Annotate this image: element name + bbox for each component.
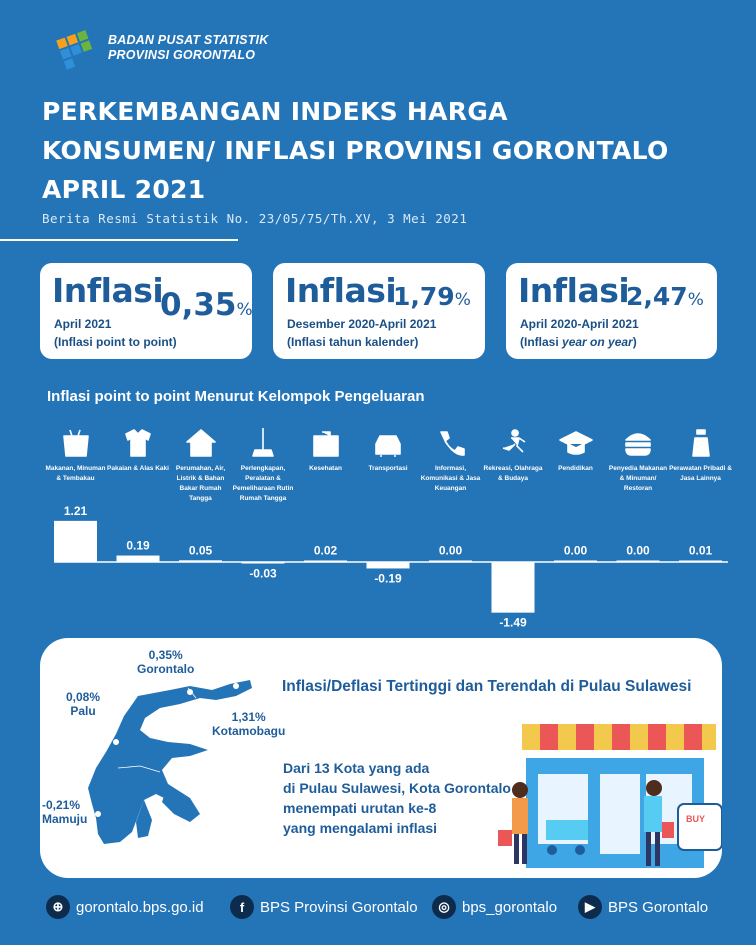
graduation-cap-icon — [558, 426, 594, 458]
group-label: Pakaian & Alas Kaki — [107, 465, 169, 472]
card-word: Inflasi — [285, 271, 397, 310]
group-label: Kesehatan — [309, 465, 342, 472]
expenditure-groups-chart — [40, 424, 740, 634]
city-name: Palu — [70, 704, 96, 718]
card-note: (Inflasi tahun kalender) — [287, 335, 419, 349]
youtube-icon: ▶ — [578, 895, 602, 919]
city-pct: 0,08% — [66, 690, 101, 704]
bar — [54, 521, 97, 562]
instagram-link[interactable]: bps_gorontalo — [462, 898, 558, 916]
burger-icon — [620, 426, 656, 458]
desc-line: menempati urutan ke-8 — [283, 800, 437, 816]
sulawesi-panel — [40, 638, 722, 878]
group-label: Makanan, Minuman & Tembakau — [45, 465, 106, 482]
card-value — [626, 282, 704, 311]
buy-sign-text: BUY — [686, 814, 706, 824]
sulawesi-map — [88, 680, 252, 844]
group-label: Perumahan, Air, Listrik & Bahan Bakar Rumah Tangga — [175, 465, 226, 502]
bar-value-label: 0.00 — [438, 543, 463, 558]
bar-value-label: 0.19 — [126, 538, 150, 553]
org-line1: BADAN PUSAT STATISTIK — [108, 33, 269, 47]
city-kotamobagu — [212, 710, 285, 738]
city-name: Kotamobagu — [212, 724, 286, 738]
card-unit: % — [687, 290, 704, 310]
youtube-link[interactable]: BPS Gorontalo — [608, 898, 709, 916]
bar-value-label: 1.21 — [63, 503, 88, 518]
desc-line: di Pulau Sulawesi, Kota Gorontalo — [283, 780, 511, 796]
footer-instagram[interactable] — [432, 893, 557, 921]
bar-value-label: 0.00 — [563, 543, 588, 558]
inflation-card-ytd — [273, 263, 485, 359]
divider — [0, 239, 238, 241]
instagram-icon: ◎ — [432, 895, 456, 919]
website-link[interactable]: gorontalo.bps.go.id — [76, 898, 204, 916]
card-period: April 2021 — [54, 317, 112, 331]
city-mamuju — [42, 798, 87, 826]
bar-value-label: 0.05 — [188, 543, 213, 558]
bar-value-label: -0.03 — [249, 566, 277, 581]
city-pct: -0,21% — [42, 798, 81, 812]
bar-value-label: 0.00 — [626, 543, 650, 558]
card-period: April 2020-April 2021 — [520, 317, 639, 331]
house-icon — [183, 426, 219, 458]
group-label: Informasi, Komunikasi & Jasa Keuangan — [420, 465, 481, 492]
card-unit: % — [236, 300, 253, 320]
shop-illustration — [498, 724, 722, 868]
car-icon — [370, 426, 406, 458]
group-label: Rekreasi, Olahraga & Budaya — [483, 465, 543, 482]
city-palu — [66, 690, 100, 718]
city-pct: 0,35% — [148, 648, 183, 662]
footer-facebook[interactable] — [230, 893, 418, 921]
group-label: Transportasi — [368, 465, 408, 472]
desc-line: yang mengalami inflasi — [283, 820, 438, 836]
title-line2: KONSUMEN/ INFLASI PROVINSI GORONTALO — [42, 136, 669, 165]
title-line3: APRIL 2021 — [42, 175, 206, 204]
grocery-bag-icon — [58, 426, 94, 458]
org-name — [108, 33, 268, 63]
lotion-bottle-icon — [683, 426, 719, 458]
panel-title: Inflasi/Deflasi Tertinggi dan Terendah di Pulau Sulawesi — [282, 678, 692, 695]
bar-value-label: 0.02 — [313, 543, 338, 558]
desc-line: Dari 13 Kota yang ada — [283, 760, 430, 776]
city-name: Mamuju — [42, 812, 88, 826]
shirt-icon — [120, 426, 156, 458]
inflation-card-yoy — [506, 263, 717, 359]
bar — [367, 562, 410, 568]
bar — [492, 562, 535, 613]
facebook-icon: f — [230, 895, 254, 919]
bar-value-label: -0.19 — [374, 571, 402, 586]
phone-icon — [433, 426, 469, 458]
card-note-prefix: (Inflasi — [520, 335, 563, 349]
globe-icon: ⊕ — [46, 895, 70, 919]
group-label: Pendidikan — [558, 465, 593, 472]
card-number: 1,79 — [393, 282, 455, 311]
footer — [46, 893, 726, 923]
card-note-italic: year on year — [562, 335, 633, 349]
card-number: 2,47 — [626, 282, 688, 311]
bar-value-label: 0.01 — [688, 543, 713, 558]
group-label: Perawatan Pribadi & Jasa Lainnya — [669, 465, 732, 482]
city-name: Gorontalo — [137, 662, 195, 676]
footer-website[interactable] — [46, 893, 204, 921]
card-period: Desember 2020-April 2021 — [287, 317, 437, 331]
card-number: 0,35 — [160, 287, 237, 323]
bps-logo — [52, 26, 102, 70]
org-line2: PROVINSI GORONTALO — [108, 48, 256, 62]
card-word: Inflasi — [52, 271, 164, 310]
bar-value-label: -1.49 — [499, 615, 527, 630]
inflation-card-mtm — [40, 263, 252, 359]
first-aid-icon — [308, 426, 344, 458]
city-pct: 1,31% — [231, 710, 266, 724]
card-word: Inflasi — [518, 271, 630, 310]
group-label: Penyedia Makanan & Minuman/ Restoran — [608, 465, 668, 492]
page-title — [42, 92, 669, 209]
card-note-suffix: ) — [632, 335, 637, 349]
card-note — [520, 335, 637, 349]
card-value — [393, 282, 471, 311]
header — [52, 26, 268, 70]
panel-description — [283, 758, 511, 838]
facebook-link[interactable]: BPS Provinsi Gorontalo — [260, 898, 418, 916]
subtitle: Berita Resmi Statistik No. 23/05/75/Th.XV, 3 Mei 2021 — [42, 211, 468, 226]
city-gorontalo — [137, 648, 194, 676]
bar — [117, 556, 160, 562]
card-value — [160, 287, 253, 323]
card-note: (Inflasi point to point) — [54, 335, 177, 349]
group-label: Perlengkapan, Peralatan & Pemeliharaan Rutin Rumah Tangga — [232, 465, 294, 502]
footer-youtube[interactable] — [578, 893, 708, 921]
running-person-icon — [495, 426, 531, 458]
title-line1: PERKEMBANGAN INDEKS HARGA — [42, 97, 508, 126]
section-heading: Inflasi point to point Menurut Kelompok Pengeluaran — [47, 388, 425, 405]
card-unit: % — [454, 290, 471, 310]
broom-icon — [245, 426, 281, 458]
